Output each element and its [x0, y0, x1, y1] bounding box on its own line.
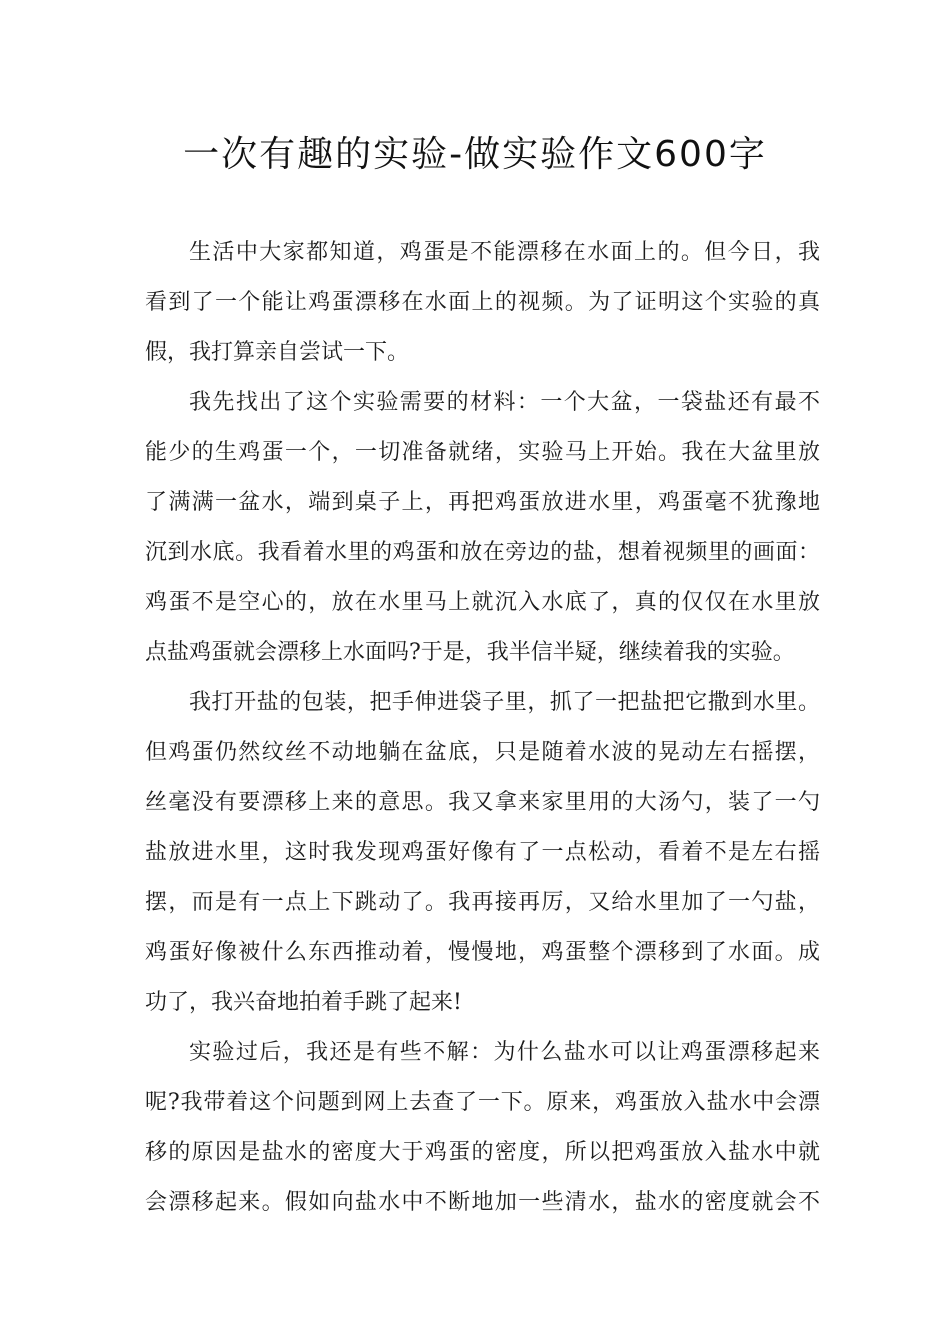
text-line: 我打开盐的包装，把手伸进袋子里，抓了一把盐把它撒到水里。 — [189, 690, 820, 715]
paragraph — [145, 1028, 820, 1228]
paragraph — [145, 678, 820, 1028]
document-body — [145, 228, 820, 1228]
text-line: 实验过后，我还是有些不解：为什么盐水可以让鸡蛋漂移起来 — [189, 1040, 820, 1065]
text-line: 盐放进水里，这时我发现鸡蛋好像有了一点松动，看着不是左右摇 — [145, 840, 820, 865]
text-line: 功了，我兴奋地拍着手跳了起来! — [145, 990, 462, 1015]
text-line: 鸡蛋好像被什么东西推动着，慢慢地，鸡蛋整个漂移到了水面。成 — [145, 940, 820, 965]
text-line: 沉到水底。我看着水里的鸡蛋和放在旁边的盐，想着视频里的画面： — [145, 540, 820, 565]
text-line: 但鸡蛋仍然纹丝不动地躺在盆底，只是随着水波的晃动左右摇摆， — [145, 740, 820, 765]
text-line: 生活中大家都知道，鸡蛋是不能漂移在水面上的。但今日，我 — [189, 240, 820, 265]
text-line: 能少的生鸡蛋一个，一切准备就绪，实验马上开始。我在大盆里放 — [145, 440, 820, 465]
paragraph — [145, 378, 820, 678]
text-line: 点盐鸡蛋就会漂移上水面吗?于是，我半信半疑，继续着我的实验。 — [145, 640, 795, 665]
text-line: 了满满一盆水，端到桌子上，再把鸡蛋放进水里，鸡蛋毫不犹豫地 — [145, 490, 820, 515]
text-line: 摆，而是有一点上下跳动了。我再接再厉，又给水里加了一勺盐， — [145, 890, 820, 915]
text-line: 看到了一个能让鸡蛋漂移在水面上的视频。为了证明这个实验的真 — [145, 290, 820, 315]
text-line: 我先找出了这个实验需要的材料：一个大盆，一袋盐还有最不 — [189, 390, 820, 415]
text-line: 鸡蛋不是空心的，放在水里马上就沉入水底了，真的仅仅在水里放 — [145, 590, 820, 615]
text-line: 假，我打算亲自尝试一下。 — [145, 340, 410, 365]
text-line: 会漂移起来。假如向盐水中不断地加一些清水，盐水的密度就会不 — [145, 1190, 820, 1215]
document-title: 一次有趣的实验-做实验作文600字 — [183, 134, 767, 175]
paragraph — [145, 228, 820, 378]
text-line: 移的原因是盐水的密度大于鸡蛋的密度，所以把鸡蛋放入盐水中就 — [145, 1140, 820, 1165]
text-line: 呢?我带着这个问题到网上去查了一下。原来，鸡蛋放入盐水中会漂 — [145, 1090, 820, 1115]
text-line: 丝毫没有要漂移上来的意思。我又拿来家里用的大汤勺，装了一勺 — [145, 790, 820, 815]
